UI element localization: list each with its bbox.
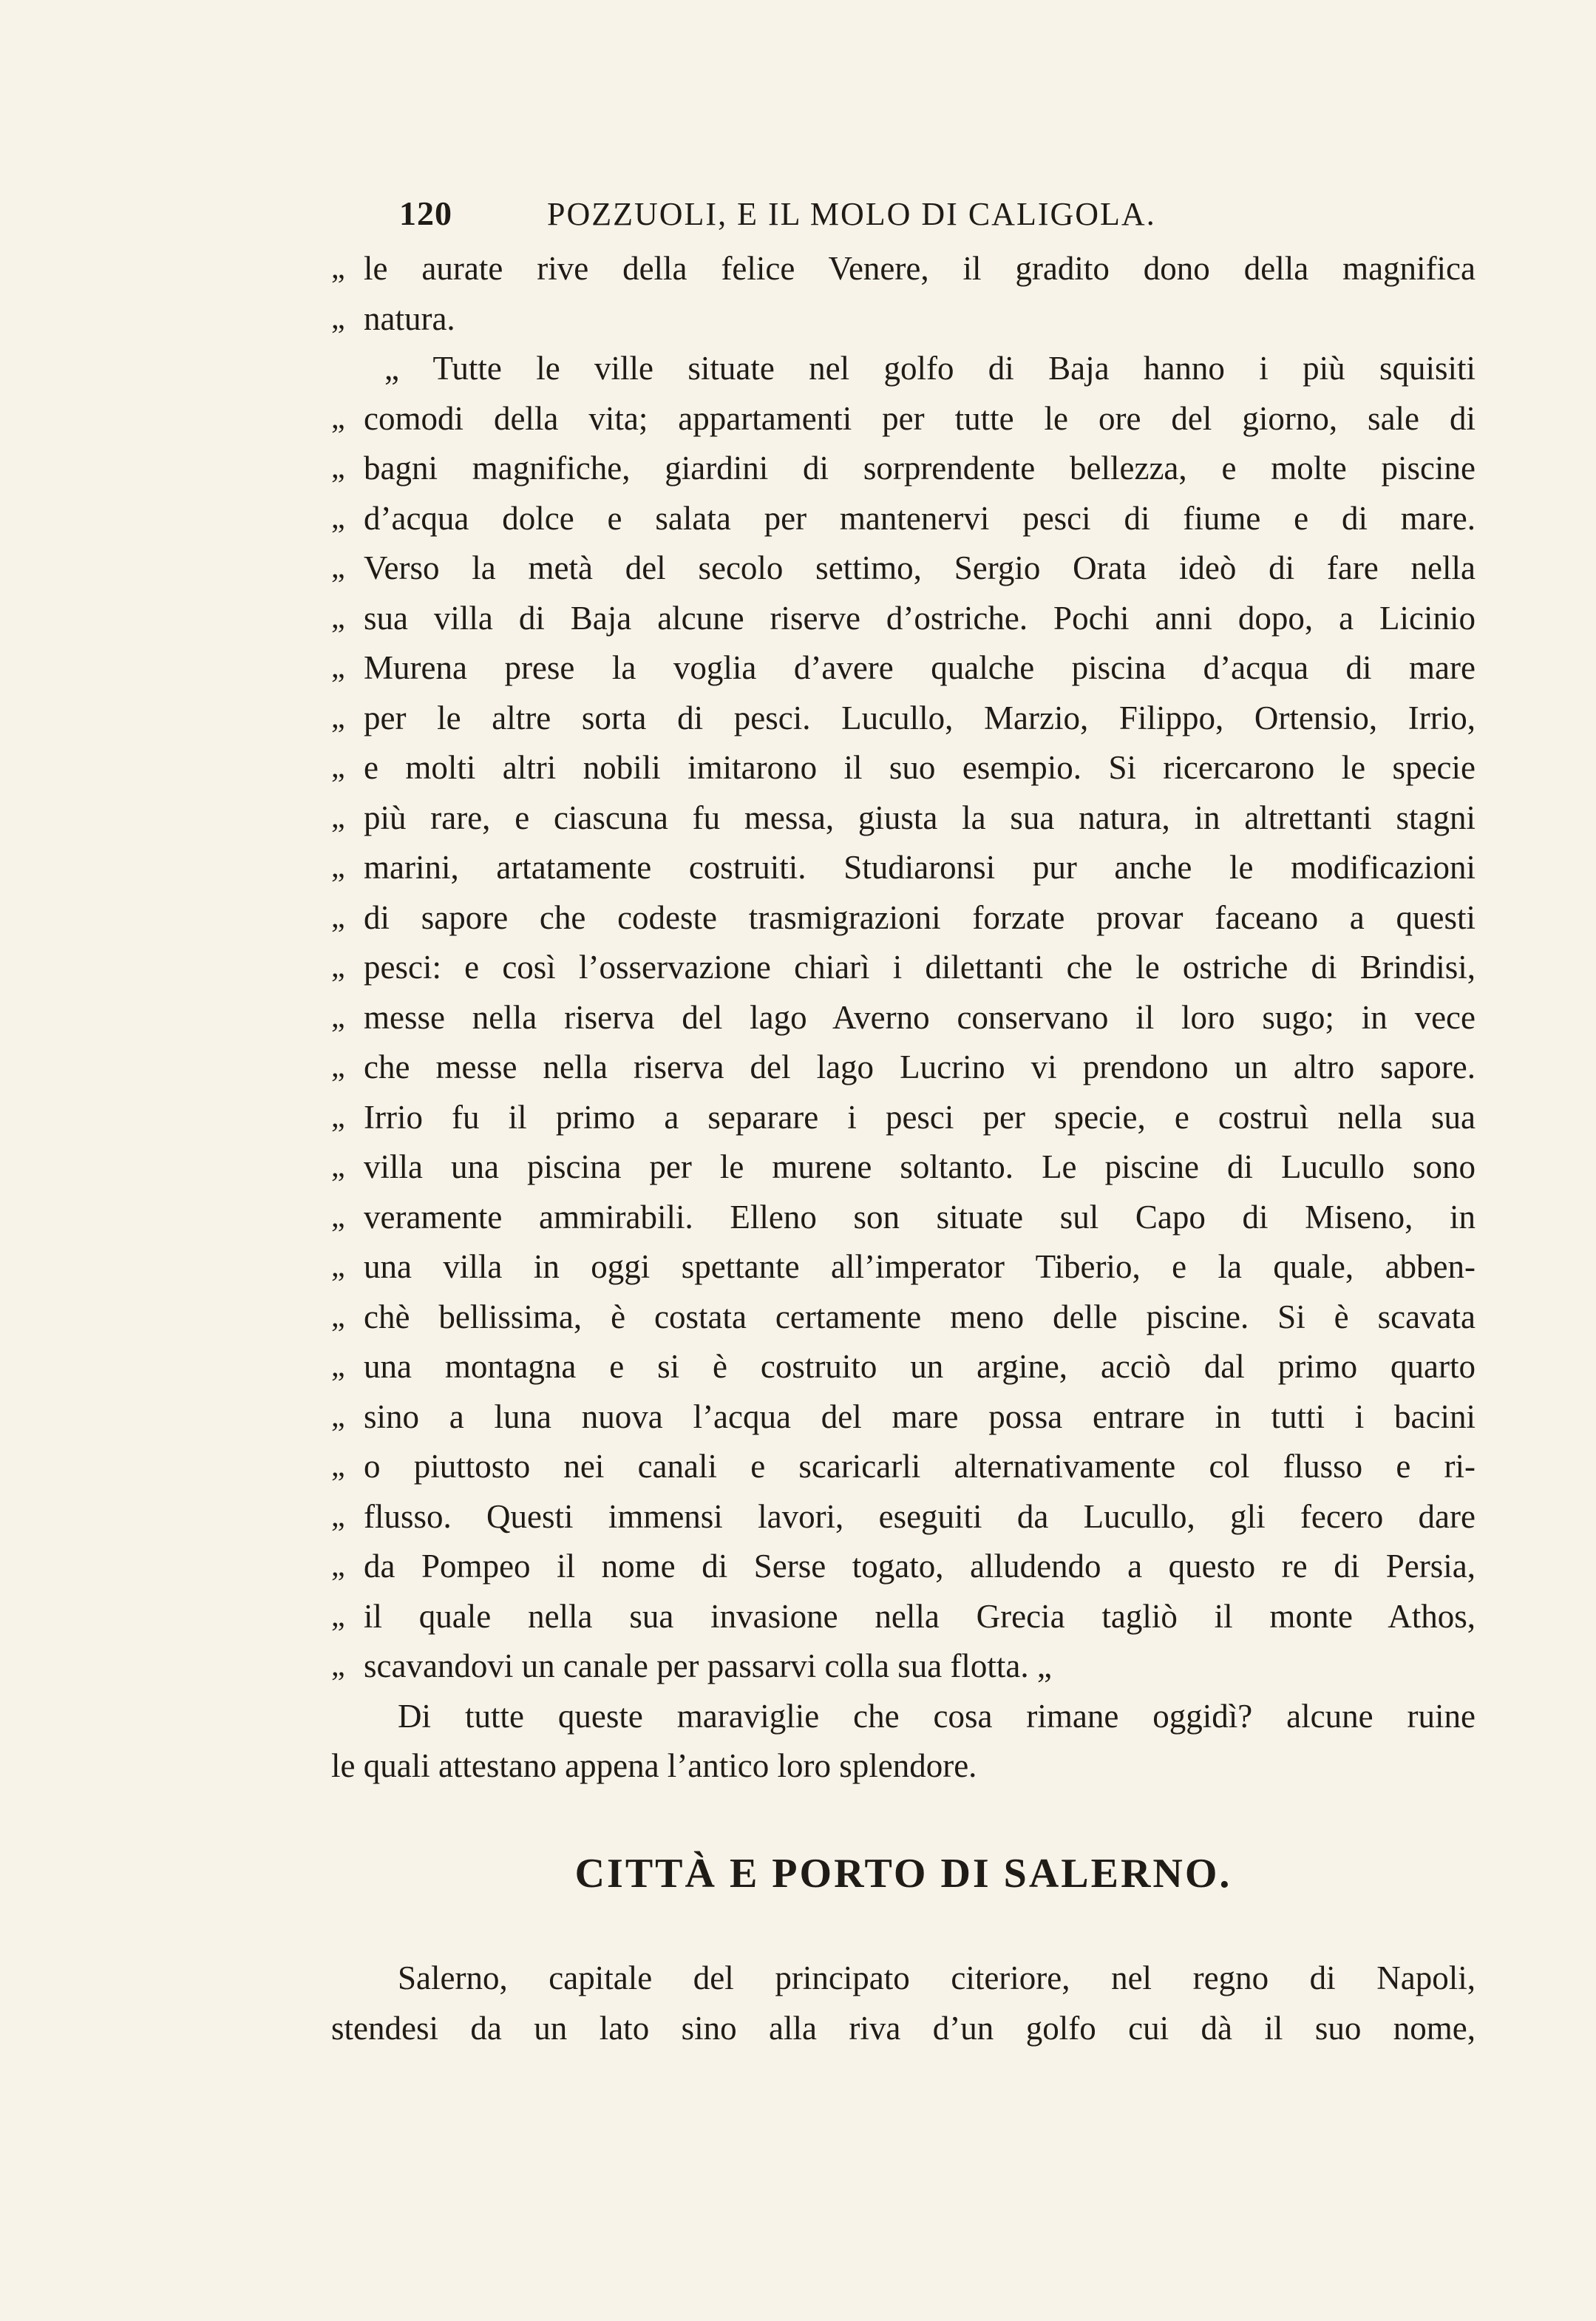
line-text: villa una piscina per le murene soltanto. Le piscine di Lucullo sono [364, 1148, 1476, 1185]
line-text: una montagna e si è costruito un argine, acciò dal primo quarto [364, 1348, 1476, 1385]
quote-mark: „ [331, 501, 345, 535]
text-line [331, 444, 1476, 494]
text-line [331, 943, 1476, 993]
line-text: Di tutte queste maraviglie che cosa rimane oggidì? alcune ruine [398, 1697, 1476, 1735]
text-line [331, 1193, 1476, 1243]
line-text: Irrio fu il primo a separare i pesci per specie, e costruì nella sua [364, 1098, 1476, 1136]
quote-mark: „ [331, 850, 345, 884]
line-text: sua villa di Baja alcune riserve d’ostriche. Pochi anni dopo, a Licinio [364, 599, 1476, 637]
line-text: messe nella riserva del lago Averno conservano il loro sugo; in vece [364, 998, 1476, 1036]
text-line [331, 793, 1476, 844]
quote-mark: „ [331, 1399, 345, 1434]
quote-mark: „ [331, 750, 345, 785]
text-line [331, 694, 1476, 744]
section-title: CITTÀ E PORTO DI SALERNO. [574, 1851, 1232, 1897]
line-text: e molti altri nobili imitarono il suo esempio. Si ricercarono le specie [364, 749, 1476, 786]
page-header [399, 194, 1286, 238]
line-text: veramente ammirabili. Elleno son situate sul Capo di Miseno, in [364, 1198, 1476, 1236]
text-line [331, 1641, 1476, 1692]
quote-mark: „ [331, 1499, 345, 1534]
text-line [331, 1741, 1476, 1792]
quote-mark: „ [331, 1349, 345, 1383]
line-text: chè bellissima, è costata certamente meno delle piscine. Si è scavata [364, 1298, 1476, 1335]
line-text: le aurate rive della felice Venere, il gradito dono della magnifica [364, 250, 1476, 287]
text-line [331, 1442, 1476, 1492]
line-text: bagni magnifiche, giardini di sorprendente bellezza, e molte piscine [364, 450, 1476, 487]
text-line [331, 743, 1476, 793]
running-head: POZZUOLI, E IL MOLO DI CALIGOLA. [547, 196, 1156, 232]
line-text: marini, artatamente costruiti. Studiaronsi pur anche le modificazioni [364, 849, 1476, 886]
text-line [331, 1242, 1476, 1292]
text-line [331, 494, 1476, 544]
line-text: Murena prese la voglia d’avere qualche piscina d’acqua di mare [364, 649, 1476, 686]
quote-mark: „ [331, 900, 345, 935]
quote-mark: „ [331, 1150, 345, 1184]
text-line [331, 843, 1476, 893]
quote-mark: „ [331, 1649, 345, 1683]
line-text: le quali attestano appena l’antico loro splendore. [331, 1747, 977, 1784]
quote-mark: „ [331, 1000, 345, 1034]
quote-mark: „ [331, 950, 345, 984]
line-text: d’acqua dolce e salata per mantenervi pesci di fiume e di mare. [364, 499, 1476, 537]
quote-mark: „ [331, 600, 345, 635]
line-text: una villa in oggi spettante all’imperator Tiberio, e la quale, abben- [364, 1248, 1476, 1285]
main-text [331, 244, 1476, 1792]
quote-mark: „ [331, 651, 345, 685]
text-line [331, 244, 1476, 294]
text-line [331, 394, 1476, 444]
text-line [331, 1492, 1476, 1542]
quote-mark: „ [331, 1099, 345, 1134]
quote-mark: „ [331, 1050, 345, 1084]
quote-mark: „ [331, 301, 345, 336]
text-line [331, 2004, 1476, 2054]
text-line [331, 1692, 1476, 1742]
text-line [331, 543, 1476, 594]
page-number: 120 [399, 194, 452, 232]
line-text: sino a luna nuova l’acqua del mare possa entrare in tutti i bacini [364, 1397, 1476, 1435]
line-text: da Pompeo il nome di Serse togato, alludendo a questo re di Persia, [364, 1548, 1476, 1585]
quote-mark: „ [331, 700, 345, 735]
line-text: flusso. Questi immensi lavori, eseguiti da Lucullo, gli fecero dare [364, 1497, 1476, 1535]
text-line [331, 1542, 1476, 1592]
line-text: Verso la metà del secolo settimo, Sergio Orata ideò di fare nella [364, 549, 1476, 586]
text-line [331, 1592, 1476, 1642]
text-line [331, 643, 1476, 694]
quote-mark: „ [331, 451, 345, 485]
line-text: che messe nella riserva del lago Lucrino vi prendono un altro sapore. [364, 1048, 1476, 1085]
line-text: di sapore che codeste trasmigrazioni forzate provar faceano a questi [364, 898, 1476, 936]
quote-mark: „ [331, 1549, 345, 1583]
text-line [331, 1292, 1476, 1343]
quote-mark: „ [331, 1599, 345, 1633]
line-text: Salerno, capitale del principato citeriore, nel regno di Napoli, [398, 1959, 1476, 1996]
text-line [331, 1392, 1476, 1443]
line-text: stendesi da un lato sino alla riva d’un golfo cui dà il suo nome, [331, 2009, 1476, 2047]
line-text: più rare, e ciascuna fu messa, giusta la sua natura, in altrettanti stagni [364, 799, 1476, 836]
line-text: pesci: e così l’osservazione chiarì i dilettanti che le ostriche di Brindisi, [364, 949, 1476, 986]
quote-mark: „ [331, 251, 345, 285]
text-line [331, 1954, 1476, 2004]
section-text [331, 1954, 1476, 2053]
text-line [331, 1043, 1476, 1093]
text-line [331, 893, 1476, 943]
line-text: il quale nella sua invasione nella Grecia tagliò il monte Athos, [364, 1597, 1476, 1635]
text-line [331, 993, 1476, 1043]
quote-mark: „ [331, 1250, 345, 1284]
text-line [331, 1342, 1476, 1392]
text-line [331, 1142, 1476, 1193]
quote-mark: „ [331, 1199, 345, 1234]
quote-mark: „ [331, 401, 345, 436]
text-line [331, 344, 1476, 394]
quote-mark: „ [331, 1299, 345, 1334]
line-text: natura. [364, 299, 455, 337]
line-text: comodi della vita; appartamenti per tutte le ore del giorno, sale di [364, 399, 1476, 437]
line-text: per le altre sorta di pesci. Lucullo, Marzio, Filippo, Ortensio, Irrio, [364, 699, 1476, 736]
text-line [331, 1093, 1476, 1143]
line-text: o piuttosto nei canali e scaricarli alternativamente col flusso e ri- [364, 1448, 1476, 1485]
line-text: scavandovi un canale per passarvi colla sua flotta. „ [364, 1647, 1052, 1684]
quote-mark: „ [331, 1449, 345, 1483]
quote-mark: „ [331, 800, 345, 835]
line-text: „ Tutte le ville situate nel golfo di Baja hanno i più squisiti [384, 350, 1476, 387]
quote-mark: „ [331, 551, 345, 585]
text-line [331, 294, 1476, 345]
text-line [331, 594, 1476, 644]
